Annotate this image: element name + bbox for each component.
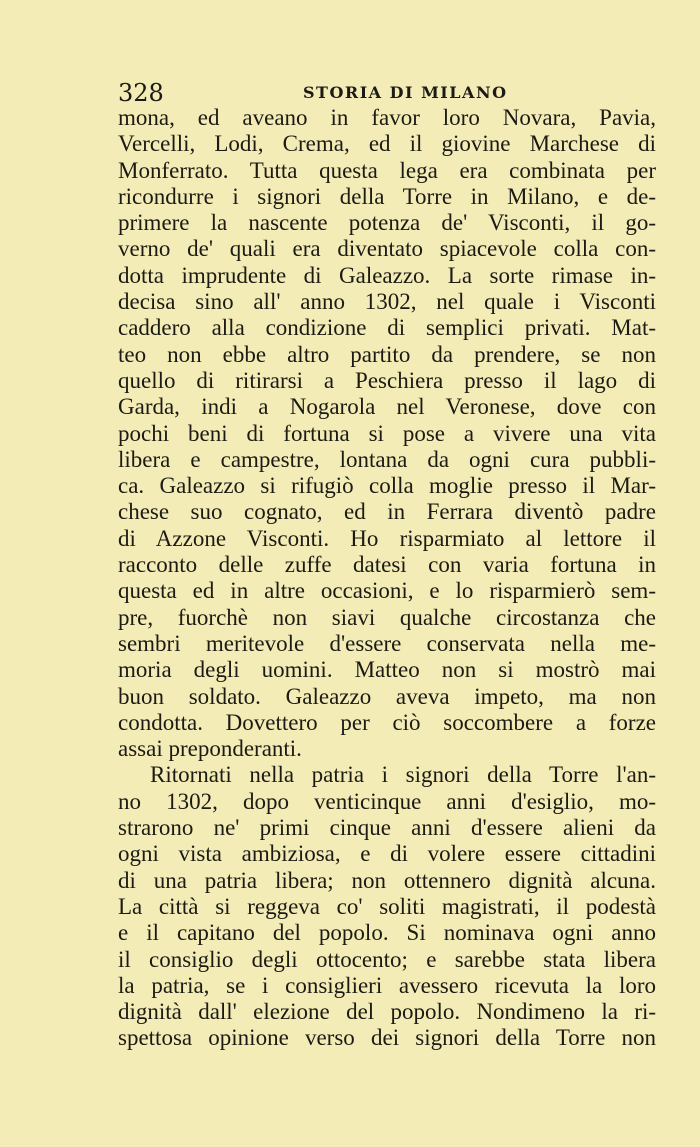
body-text — [118, 105, 656, 1052]
text-line: il consiglio degli ottocento; e sarebbe stata libera — [118, 946, 656, 972]
text-line: strarono ne' primi cinque anni d'essere alieni da — [118, 815, 656, 841]
running-title: STORIA DI MILANO — [303, 83, 508, 102]
text-line: primere la nascente potenza de' Visconti, il go- — [118, 210, 656, 236]
text-line: La città si reggeva co' soliti magistrati, il podestà — [118, 893, 656, 919]
text-line: caddero alla condizione di semplici privati. Mat- — [118, 315, 656, 341]
text-line: pre, fuorchè non siavi qualche circostanza che — [118, 604, 656, 630]
text-line: quello di ritirarsi a Peschiera presso il lago di — [118, 367, 656, 393]
text-line: sembri meritevole d'essere conservata nella me- — [118, 630, 656, 656]
text-line: Garda, indi a Nogarola nel Veronese, dove con — [118, 394, 656, 420]
page-header — [118, 78, 656, 108]
page-number: 328 — [118, 79, 164, 107]
text-line: verno de' quali era diventato spiacevole colla con- — [118, 236, 656, 262]
text-line: dignità dall' elezione del popolo. Nondimeno la ri- — [118, 999, 656, 1025]
text-line: teo non ebbe altro partito da prendere, se non — [118, 341, 656, 367]
text-line: condotta. Dovettero per ciò soccombere a forze — [118, 709, 656, 735]
text-line: mona, ed aveano in favor loro Novara, Pavia, — [118, 105, 656, 130]
text-line: pochi beni di fortuna si pose a vivere una vita — [118, 420, 656, 446]
text-line: Vercelli, Lodi, Crema, ed il giovine Marchese di — [118, 131, 656, 157]
paragraph-start-line: Ritornati nella patria i signori della Torre l'an- — [150, 762, 656, 788]
text-line: e il capitano del popolo. Si nominava ogni anno — [118, 920, 656, 946]
text-line: racconto delle zuffe datesi con varia fortuna in — [118, 552, 656, 578]
text-line: Monferrato. Tutta questa lega era combinata per — [118, 157, 656, 183]
text-line: ca. Galeazzo si rifugiò colla moglie presso il Mar- — [118, 473, 656, 499]
text-line: buon soldato. Galeazzo aveva impeto, ma non — [118, 683, 656, 709]
text-line: spettosa opinione verso dei signori della Torre non — [118, 1025, 656, 1051]
text-line: ricondurre i signori della Torre in Milano, e de- — [118, 183, 656, 209]
text-line: moria degli uomini. Matteo non si mostrò mai — [118, 657, 656, 683]
text-line: di una patria libera; non ottennero dignità alcuna. — [118, 867, 656, 893]
text-line: libera e campestre, lontana da ogni cura pubbli- — [118, 446, 656, 472]
text-line: chese suo cognato, ed in Ferrara diventò padre — [118, 499, 656, 525]
text-line: ogni vista ambiziosa, e di volere essere cittadini — [118, 841, 656, 867]
text-line: di Azzone Visconti. Ho risparmiato al lettore il — [118, 525, 656, 551]
text-line: no 1302, dopo venticinque anni d'esiglio, mo- — [118, 788, 656, 814]
paragraph-end-line: assai preponderanti. — [118, 736, 302, 762]
text-line: decisa sino all' anno 1302, nel quale i Visconti — [118, 289, 656, 315]
text-line: la patria, se i consiglieri avessero ricevuta la loro — [118, 972, 656, 998]
text-line: questa ed in altre occasioni, e lo risparmierò sem- — [118, 578, 656, 604]
text-line: dotta imprudente di Galeazzo. La sorte rimase in- — [118, 262, 656, 288]
